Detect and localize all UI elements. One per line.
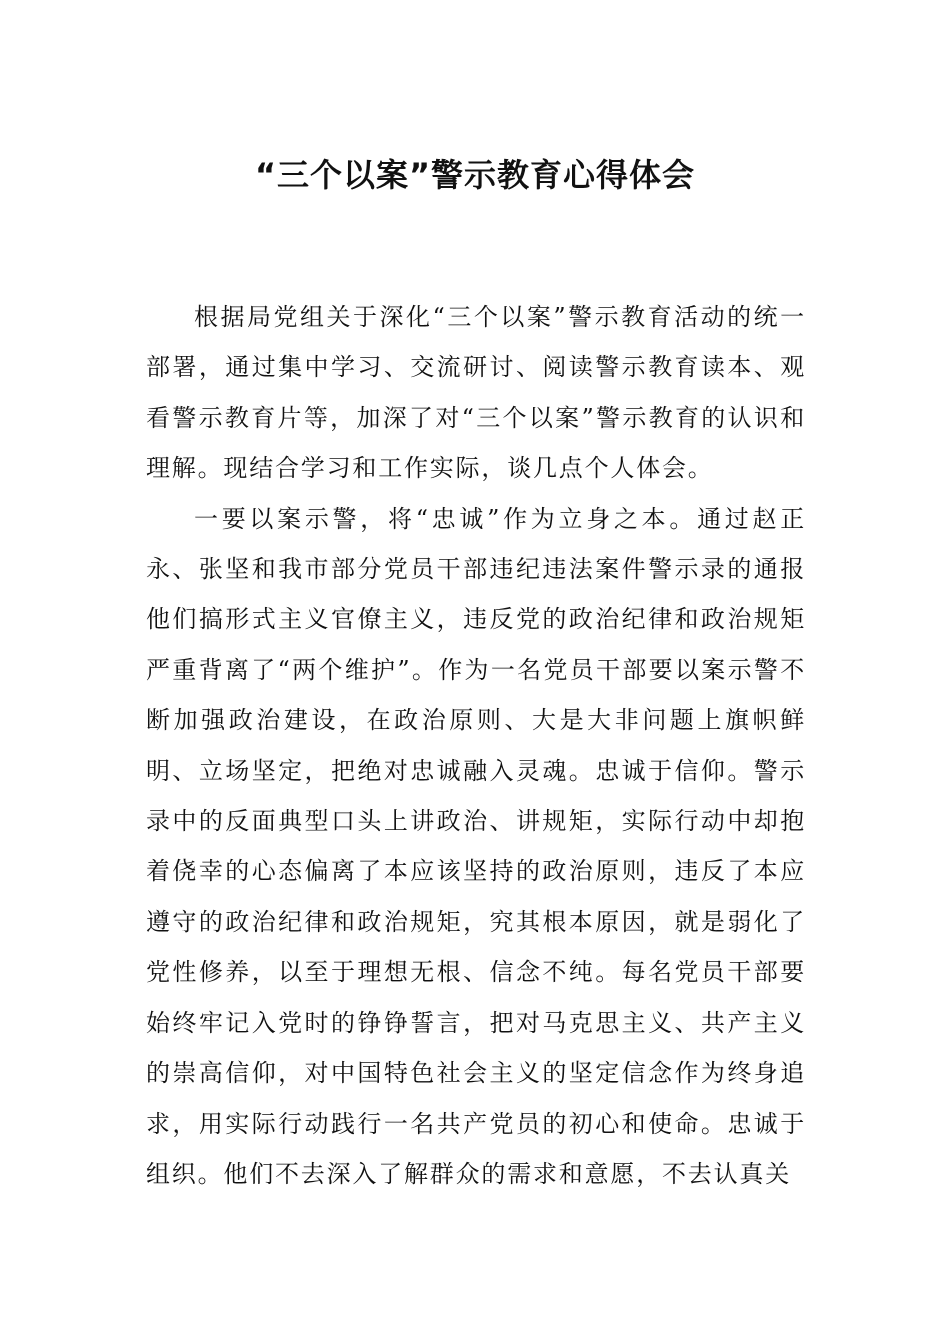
paragraph-intro: 根据局党组关于深化“三个以案”警示教育活动的统一部署，通过集中学习、交流研讨、阅读警示教育读本、观看警示教育片等，加深了对“三个以案”警示教育的认识和理解。现结合学习和工作实际，谈几点个人体会。 [146,303,806,483]
paragraph-loyalty: 一要以案示警，将“忠诚”作为立身之本。通过赵正永、张坚和我市部分党员干部违纪违法案件警示录的通报他们搞形式主义官僚主义，违反党的政治纪律和政治规矩严重背离了“两个维护”。作为一名党员干部要以案示警不断加强政治建设，在政治原则、大是大非问题上旗帜鲜明、立场坚定，把绝对忠诚融入灵魂。忠诚于信仰。警示录中的反面典型口头上讲政治、讲规矩，实际行动中却抱着侥幸的心态偏离了本应该坚持的政治原则，违反了本应遵守的政治纪律和政治规矩，究其根本原因，就是弱化了党性修养，以至于理想无根、信念不纯。每名党员干部要始终牢记入党时的铮铮誓言，把对马克思主义、共产主义的崇高信仰，对中国特色社会主义的坚定信念作为终身追求，用实际行动践行一名共产党员的初心和使命。忠诚于组织。他们不去深入了解群众的需求和意愿，不去认真关 [146,504,806,1188]
document-body [146,292,806,1199]
document-title: “三个以案”警示教育心得体会 [254,156,696,194]
